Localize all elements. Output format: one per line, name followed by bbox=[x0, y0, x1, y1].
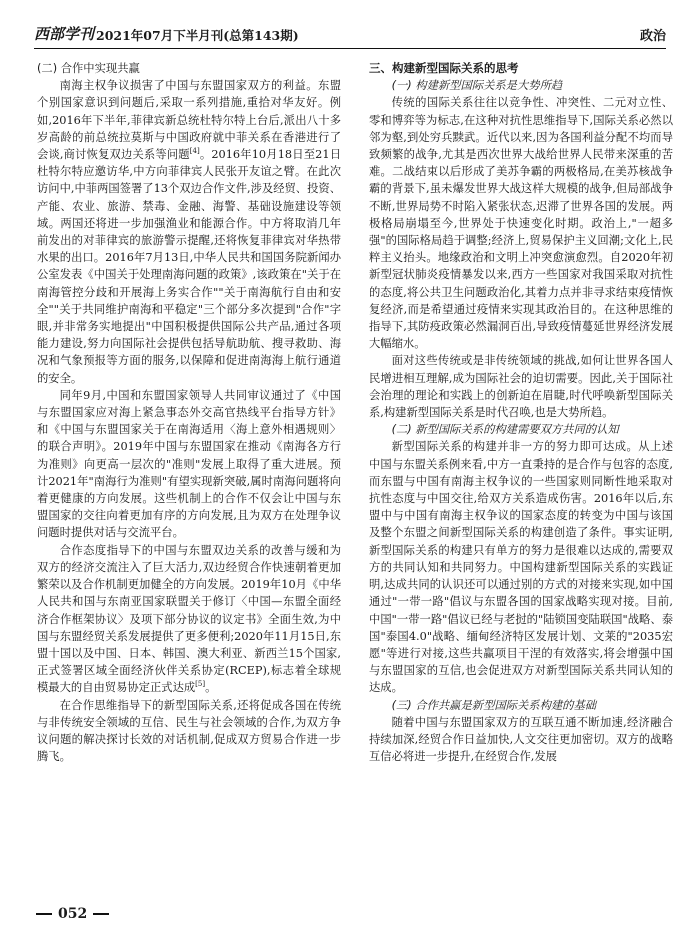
citation-ref: [4] bbox=[189, 147, 200, 156]
paragraph: 随着中国与东盟国家双方的互联互通不断加速,经济融合持续加深,经贸合作日益加快,人文交往更加密切。双方的战略互信必将进一步提升,在经贸合作,发展 bbox=[369, 715, 673, 764]
footer-dash bbox=[36, 913, 52, 915]
paragraph: 合作态度指导下的中国与东盟双边关系的改善与缓和为双方的经济交流注入了巨大活力,双边经贸合作快速朝着更加繁荣以及合作机制更加健全的方向发展。2019年10月《中华人民共和国与东南亚国家联盟关于修订〈中国—东盟全面经济合作框架协议〉及项下部分协议的议定书》全面生效,为中国与东盟经贸关系发展提供了更多便利;2020年11月15日,东盟十国以及中国、日本、韩国、澳大利亚、新西兰15个国家,正式签署区域全面经济伙伴关系协定(RCEP),标志着全球规模最大的自由贸易协定正式达成[5]。 bbox=[37, 543, 341, 695]
journal-logo: 西部学刊 bbox=[34, 25, 95, 43]
section-heading: 三、构建新型国际关系的思考 bbox=[369, 61, 519, 75]
section-name: 政治 bbox=[639, 29, 666, 44]
header-left bbox=[34, 23, 299, 44]
paragraph: 传统的国际关系往往以竞争性、冲突性、二元对立性、零和博弈等为标志,在这种对抗性思维指导下,国际关系必然以邻为壑,到处穷兵黩武。近代以来,因为各国利益分配不均而导致频繁的战争,尤其是西次世界大战给世界人民带来深重的苦难。二战结束以后形成了美苏争霸的两极格局,在美苏核战争霸的背景下,虽未爆发世界大战这样大规模的战争,但局部战争不断,世界局势不时陷入紧张状态,迟滞了世界各国的发展。两极格局崩塌至今,世界处于快速变化时期。政治上,"一超多强"的国际格局趋于调整;经济上,贸易保护主义回潮;文化上,民粹主义抬头。地缘政治和文明上冲突愈演愈烈。自2020年初新型冠状肺炎疫情暴发以来,西方一些国家对我国采取对抗性的态度,将公共卫生问题政治化,其着力点并非寻求结束疫情恢复经济,而是希望通过疫情来实现其政治目的。在这种思维的指导下,其防疫政策必然漏洞百出,导致疫情蔓延世界经济发展大幅缩水。 bbox=[369, 96, 673, 351]
left-column bbox=[37, 60, 341, 765]
subheading-common-cognition: (二) 新型国际关系的构建需要双方共同的认知 bbox=[391, 423, 619, 437]
citation-ref: [5] bbox=[195, 680, 206, 689]
paragraph: 面对这些传统或是非传统领域的挑战,如何让世界各国人民增进相互理解,成为国际社会的迫切需要。因此,关于国际社会治理的理论和实践上的创新迫在眉睫,时代呼唤新型国际关系,构建新型国际关系是时代召唤,也是大势所趋。 bbox=[369, 354, 673, 420]
paragraph: 南海主权争议损害了中国与东盟国家双方的利益。东盟个别国家意识到问题后,采取一系列措施,重拾对华友好。例如,2016年下半年,菲律宾新总统杜特尔特上台后,派出八十多岁高龄的前总统拉莫斯与中国政府就中菲关系在香港进行了会谈,商讨恢复双边关系等问题[4]。2016年10月18日至21日杜特尔特应邀访华,中方向菲律宾人民张开友谊之臂。在此次访问中,中菲两国签署了13个双边合作文件,涉及经贸、投资、产能、农业、旅游、禁毒、金融、海警、基础设施建设等领域。两国还将进一步加强渔业和能源合作。中方将取消几年前发出的对菲律宾的旅游警示提醒,还将恢复菲律宾对华热带水果的出口。2016年7月13日,中华人民共和国国务院新闻办公室发表《中国关于处理南海问题的政策》,该政策在"关于在南海管控分歧和开展海上务实合作""关于南海航行自由和安全""关于共同维护南海和平稳定"三个部分多次提到"合作"字眼,并非常务实地提出"中国积极提供国际公共产品,通过各项能力建设,努力向国际社会提供包括导航助航、搜寻救助、海况和气象预报等方面的服务,以保障和促进南海海上航行通道的安全。 bbox=[37, 79, 342, 385]
subheading-trend: (一) 构建新型国际关系是大势所趋 bbox=[391, 79, 563, 93]
footer-dash bbox=[93, 913, 109, 915]
subheading-win-win: (三) 合作共赢是新型国际关系构建的基础 bbox=[391, 698, 597, 712]
page-header bbox=[34, 18, 666, 49]
paragraph: 同年9月,中国和东盟国家领导人共同审议通过了《中国与东盟国家应对海上紧急事态外交高官热线平台指导方针》和《中国与东盟国家关于在南海适用〈海上意外相遇规则〉的联合声明》。2019年中国与东盟国家在推动《南海各方行为准则》向更高一层次的"准则"发展上取得了重大进展。预计2021年"南海行为准则"有望实现新突破,属时南海问题将向着更健康的方向发展。这些机制上的合作不仅会让中国与东盟国家的交往向着更加有序的方向发展,且为双方在处理争议问题时提供对话与交流平台。 bbox=[37, 388, 341, 540]
right-column bbox=[369, 60, 673, 765]
issue-info: 2021年07月下半月刊(总第143期) bbox=[96, 28, 299, 43]
page-footer bbox=[36, 906, 109, 922]
page-number: 052 bbox=[58, 906, 88, 922]
paragraph: 新型国际关系的构建并非一方的努力即可达成。从上述中国与东盟关系例来看,中方一直秉持的是合作与包容的态度,而东盟与中国有南海主权争议的一些国家则同断性地采取对抗性态度与中国交往,给双方关系造成伤害。2016年以后,东盟中与中国有南海主权争议的国家态度的转变为中国与该国及整个东盟之间新型国际关系的构建创造了条件。事实证明,新型国际关系的构建只有单方的努力是很难以达成的,需要双方的共同认知和共同努力。中国构建新型国际关系的实践证明,达成共同的认识还可以通过别的方式的对接来实现,如中国通过"一带一路"倡议与东盟各国的国家战略实现对接。目前,中国"一带一路"倡议已经与老挝的"陆锁国变陆联国"战略、泰国"泰国4.0"战略、缅甸经济特区发展计划、文莱的"2035宏愿"等进行对接,这些共赢项目干涅的有效落实,将会增强中国与东盟国家的互信,也会促进双方对新型国际关系共同认知的达成。 bbox=[369, 440, 673, 695]
subheading-cooperation: (二) 合作中实现共赢 bbox=[37, 62, 140, 75]
paragraph: 在合作思维指导下的新型国际关系,还将促成各国在传统与非传统安全领域的互信、民生与社会领域的合作,为双方争议问题的解决探讨长效的对话机制,促成双方贸易合作进一步腾飞。 bbox=[37, 698, 341, 764]
